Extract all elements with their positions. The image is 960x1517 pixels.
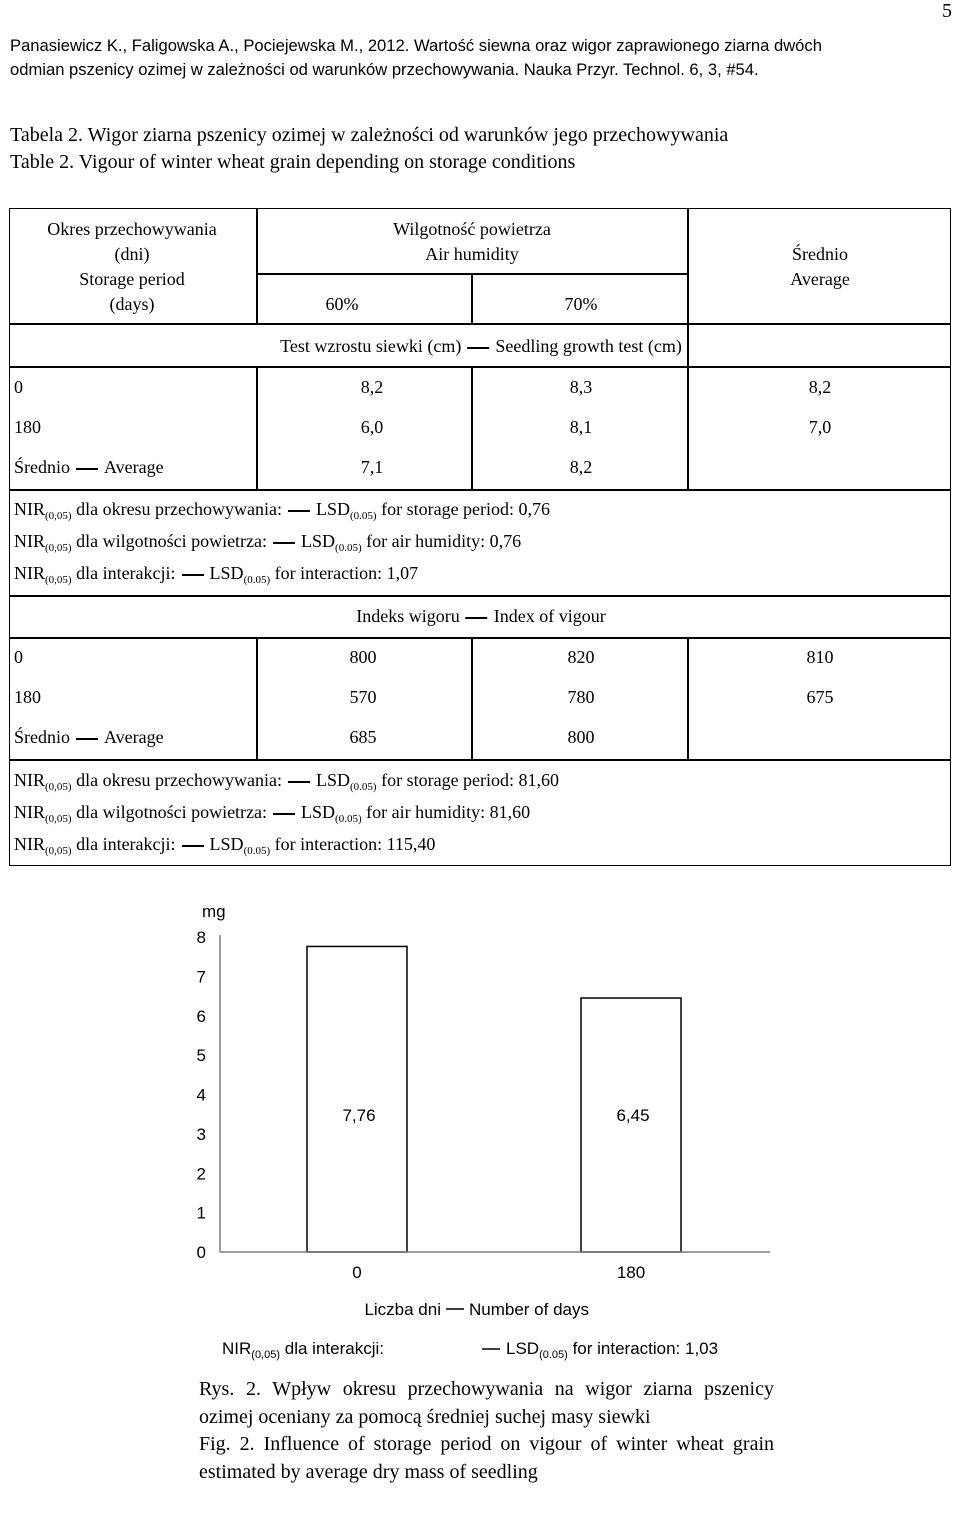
section1-title-line bbox=[10, 366, 950, 368]
section2-title-pl: Indeks wigoru bbox=[356, 606, 460, 626]
col-divider-c2 bbox=[687, 637, 689, 759]
figure-caption bbox=[199, 1376, 774, 1486]
y-unit-label: mg bbox=[202, 902, 226, 921]
s1-row1-avg: 8,2 bbox=[808, 377, 832, 397]
col-divider-b2 bbox=[471, 637, 473, 759]
col-divider-average bbox=[687, 209, 689, 489]
bar-value-label: 7,76 bbox=[342, 1106, 376, 1125]
page-number: 5 bbox=[942, 0, 952, 22]
x-tick-label: 180 bbox=[616, 1263, 646, 1282]
col-divider-period bbox=[256, 209, 258, 323]
s1-row3-period-pl: Średnio bbox=[14, 457, 70, 477]
s2-row2-h70: 780 bbox=[567, 687, 595, 707]
table-caption-en: Table 2. Vigour of winter wheat grain depending on storage conditions bbox=[10, 151, 576, 173]
y-tick-label: 0 bbox=[196, 1243, 206, 1262]
citation-header bbox=[10, 34, 955, 82]
section2-data-bottom-line bbox=[10, 759, 950, 761]
s2-lsd-3: $NIR_{(0,05)}$ dla interakcji: $LSD_{(0.05)}$ for interaction: 115,40 bbox=[14, 834, 436, 857]
s2-row3-h60: 685 bbox=[349, 727, 377, 747]
bar-value-label: 6,45 bbox=[616, 1106, 650, 1125]
col-divider-a2 bbox=[256, 637, 258, 759]
figure-caption-en: Fig. 2. Influence of storage period on vigour of winter wheat grain estimated by average dry mass of seedling bbox=[199, 1433, 774, 1483]
s1-lsd-3: $NIR_{(0,05)}$ dla interakcji: $LSD_{(0.05)}$ for interaction: 1,07 bbox=[14, 563, 419, 586]
citation-line-2: odmian pszenicy ozimej w zależności od warunków przechowywania. Nauka Przyr. Technol. 6, 3, #54. bbox=[10, 60, 759, 79]
citation-line-1: Panasiewicz K., Faligowska A., Pociejewska M., 2012. Wartość siewna oraz wigor zaprawionego ziarna dwóch bbox=[10, 36, 822, 55]
s1-row2-h70: 8,1 bbox=[569, 417, 593, 437]
s1-lsd-1: $NIR_{(0,05)}$ dla okresu przechowywania: $LSD_{(0.05)}$ for storage period: 0,76 bbox=[14, 499, 551, 522]
vigour-table bbox=[9, 208, 951, 866]
section1-title-en: Seedling growth test (cm) bbox=[495, 336, 682, 356]
chart-note bbox=[222, 1339, 718, 1361]
header-humidity-70: 70% bbox=[564, 294, 598, 314]
s1-row1-period: 0 bbox=[14, 377, 23, 397]
header-period-2: (dni) bbox=[114, 244, 150, 264]
s2-lsd-2: $NIR_{(0,05)}$ dla wilgotności powietrza: $LSD_{(0.05)}$ for air humidity: 81,60 bbox=[14, 802, 531, 825]
section1-title-pl: Test wzrostu siewki (cm) bbox=[280, 336, 462, 356]
s1-row3-h60: 7,1 bbox=[360, 457, 384, 477]
s2-row1-h60: 800 bbox=[349, 647, 377, 667]
header-period-3: Storage period bbox=[79, 269, 185, 289]
s2-row2-h60: 570 bbox=[349, 687, 377, 707]
svg-text:NIR(0,05) dla interakcji:: $NIR_{(0,05)}$ dla interakcji: bbox=[222, 1339, 384, 1361]
x-tick-label: 0 bbox=[352, 1263, 362, 1282]
s1-row2-h60: 6,0 bbox=[360, 417, 384, 437]
header-period-1: Okres przechowywania bbox=[47, 219, 217, 239]
s2-row1-period: 0 bbox=[14, 647, 23, 667]
y-tick-label: 2 bbox=[196, 1164, 206, 1184]
section2-title-line bbox=[10, 637, 950, 639]
s1-lsd-2: $NIR_{(0,05)}$ dla wilgotności powietrza: $LSD_{(0.05)}$ for air humidity: 0,76 bbox=[14, 531, 522, 554]
s2-lsd-1: $NIR_{(0,05)}$ dla okresu przechowywania: $LSD_{(0.05)}$ for storage period: 81,60 bbox=[14, 770, 560, 793]
header-humidity-60: 60% bbox=[325, 294, 359, 314]
s1-row3-period bbox=[14, 457, 164, 478]
s2-row1-avg: 810 bbox=[806, 647, 834, 667]
dry-mass-bar-chart bbox=[0, 890, 960, 1370]
s2-row2-period: 180 bbox=[14, 687, 41, 707]
header-bottom-line bbox=[10, 323, 950, 325]
section1-lsd-bottom-line bbox=[10, 595, 950, 597]
x-axis-title-pl: Liczba dni bbox=[364, 1300, 441, 1319]
s1-row3-period-en: Average bbox=[104, 457, 164, 477]
y-tick-label: 1 bbox=[196, 1203, 206, 1223]
header-humidity-pl: Wilgotność powietrza bbox=[393, 219, 551, 239]
y-tick-label: 4 bbox=[196, 1085, 206, 1105]
col-divider-b1 bbox=[471, 366, 473, 489]
s2-row3-h70: 800 bbox=[567, 727, 595, 747]
section1-data-bottom-line bbox=[10, 489, 950, 491]
col-divider-a1 bbox=[256, 366, 258, 489]
header-humidity-en: Air humidity bbox=[425, 244, 519, 264]
bar-180 bbox=[581, 998, 681, 1252]
s1-row2-avg: 7,0 bbox=[808, 417, 832, 437]
s2-row3-period-en: Average bbox=[104, 727, 164, 747]
s2-row3-period bbox=[14, 727, 164, 748]
header-average-en: Average bbox=[790, 269, 850, 289]
figure-caption-pl: Rys. 2. Wpływ okresu przechowywania na wigor ziarna pszenicy ozimej oceniany za pomocą średniej suchej masy siewki bbox=[199, 1378, 774, 1428]
header-period-4: (days) bbox=[109, 294, 155, 314]
section2-title bbox=[356, 606, 605, 627]
y-tick-label: 8 bbox=[196, 928, 206, 947]
section2-title-en: Index of vigour bbox=[493, 606, 606, 626]
s1-row1-h60: 8,2 bbox=[360, 377, 384, 397]
s1-row2-period: 180 bbox=[14, 417, 41, 437]
bar-0 bbox=[307, 946, 407, 1252]
s1-row3-h70: 8,2 bbox=[569, 457, 593, 477]
s1-row1-h70: 8,3 bbox=[569, 377, 593, 397]
table-caption-pl: Tabela 2. Wigor ziarna pszenicy ozimej w zależności od warunków jego przechowywania bbox=[10, 124, 729, 146]
y-tick-label: 6 bbox=[196, 1006, 206, 1026]
x-axis-title bbox=[364, 1300, 589, 1319]
s2-row1-h70: 820 bbox=[567, 647, 595, 667]
s2-row2-avg: 675 bbox=[806, 687, 834, 707]
x-axis-title-en: Number of days bbox=[469, 1300, 589, 1319]
svg-text:LSD(0.05) for interaction: 1,0: $LSD_{(0.05)}$ for interaction: 1,03 bbox=[506, 1339, 719, 1361]
y-tick-label: 5 bbox=[196, 1046, 206, 1066]
y-tick-label: 7 bbox=[196, 967, 206, 987]
s2-row3-period-pl: Średnio bbox=[14, 727, 70, 747]
col-divider-humidity-head bbox=[471, 273, 473, 323]
section1-title bbox=[280, 336, 682, 357]
y-tick-label: 3 bbox=[196, 1124, 206, 1144]
header-average-pl: Średnio bbox=[792, 244, 848, 264]
